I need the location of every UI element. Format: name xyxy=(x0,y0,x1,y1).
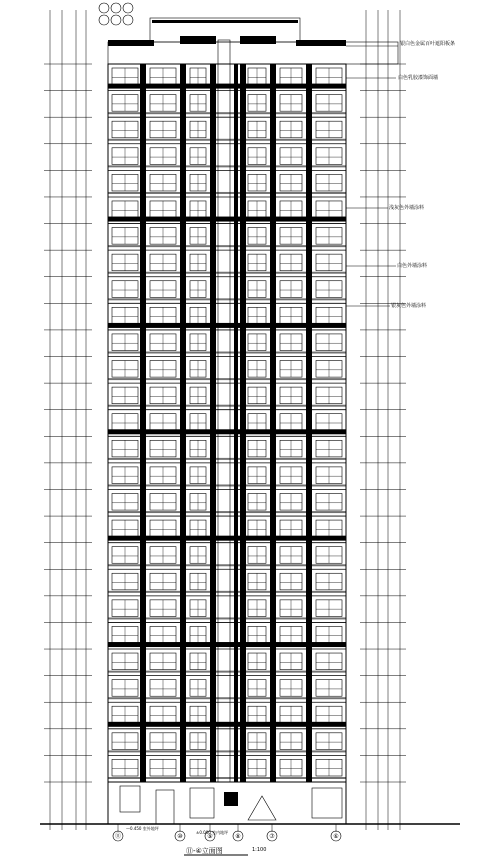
balcony-rail xyxy=(108,697,346,699)
balcony-rail xyxy=(108,750,346,752)
bottom-note-2: ±0.000 室内地坪 xyxy=(196,830,229,835)
balcony-rail xyxy=(108,192,346,194)
balcony-rail xyxy=(108,484,346,486)
decor-band xyxy=(108,722,346,727)
podium-canopy xyxy=(248,796,276,820)
column-5 xyxy=(240,64,246,782)
annotation-4: 白色外墙涂料 xyxy=(397,263,428,269)
balcony-rail xyxy=(108,352,346,354)
balcony-rail xyxy=(108,617,346,619)
balcony-rail xyxy=(108,458,346,460)
axis-top-bubble xyxy=(123,15,133,25)
podium-door-1 xyxy=(120,786,140,812)
balcony-rail xyxy=(108,405,346,407)
decor-band xyxy=(108,536,346,541)
axis-bottom-label: ⑥ xyxy=(333,833,339,840)
bottom-note-1: —0.450 室外地坪 xyxy=(126,826,159,831)
roof-block-1 xyxy=(180,36,216,44)
balcony-rail xyxy=(108,378,346,380)
balcony-rail xyxy=(108,112,346,114)
axis-bottom-label: ⑨ xyxy=(207,833,213,840)
balcony-rail xyxy=(108,165,346,167)
roof-cap xyxy=(152,20,298,23)
axis-bottom-label: ⑩ xyxy=(177,833,183,840)
balcony-rail xyxy=(108,245,346,247)
axis-top-bubble xyxy=(111,3,121,13)
axis-top-bubble xyxy=(111,15,121,25)
axis-bottom-label: ⑦ xyxy=(269,833,275,840)
balcony-rail xyxy=(108,272,346,274)
decor-band xyxy=(108,217,346,222)
axis-top-bubble xyxy=(99,3,109,13)
balcony-rail xyxy=(108,139,346,141)
axis-top-bubble xyxy=(123,3,133,13)
podium-shop xyxy=(312,788,342,818)
annotation-2: 白色乳胶漆饰面墙 xyxy=(398,75,439,81)
column-1 xyxy=(140,64,146,782)
column-2 xyxy=(180,64,186,782)
decor-band xyxy=(108,429,346,434)
podium-door-2 xyxy=(156,790,174,824)
decor-band xyxy=(108,323,346,328)
podium-sign xyxy=(224,792,238,806)
drawing-title: ⑪-④立面图 xyxy=(186,847,223,855)
annotation-3: 浅灰色外墙涂料 xyxy=(389,205,425,211)
podium-door-3 xyxy=(190,788,214,818)
roof-band-left xyxy=(108,40,154,46)
balcony-rail xyxy=(108,298,346,300)
axis-top-bubble xyxy=(99,15,109,25)
balcony-rail xyxy=(108,671,346,673)
axis-bottom-label: ⑧ xyxy=(235,833,241,840)
column-4 xyxy=(234,64,238,782)
balcony-rail xyxy=(108,777,346,779)
decor-band xyxy=(108,642,346,647)
decor-band xyxy=(108,84,346,89)
balcony-rail xyxy=(108,591,346,593)
axis-bottom-label: ⑪ xyxy=(114,833,122,840)
annotation-1: 银白色金属百叶遮阳板条 xyxy=(400,41,456,47)
roof-band-right xyxy=(296,40,346,46)
drawing-scale: 1:100 xyxy=(252,847,267,853)
column-6 xyxy=(270,64,276,782)
roof-block-2 xyxy=(240,36,276,44)
balcony-rail xyxy=(108,511,346,513)
column-7 xyxy=(306,64,312,782)
balcony-rail xyxy=(108,564,346,566)
column-3 xyxy=(210,64,216,782)
annotation-5: 银灰色外墙涂料 xyxy=(391,303,427,309)
